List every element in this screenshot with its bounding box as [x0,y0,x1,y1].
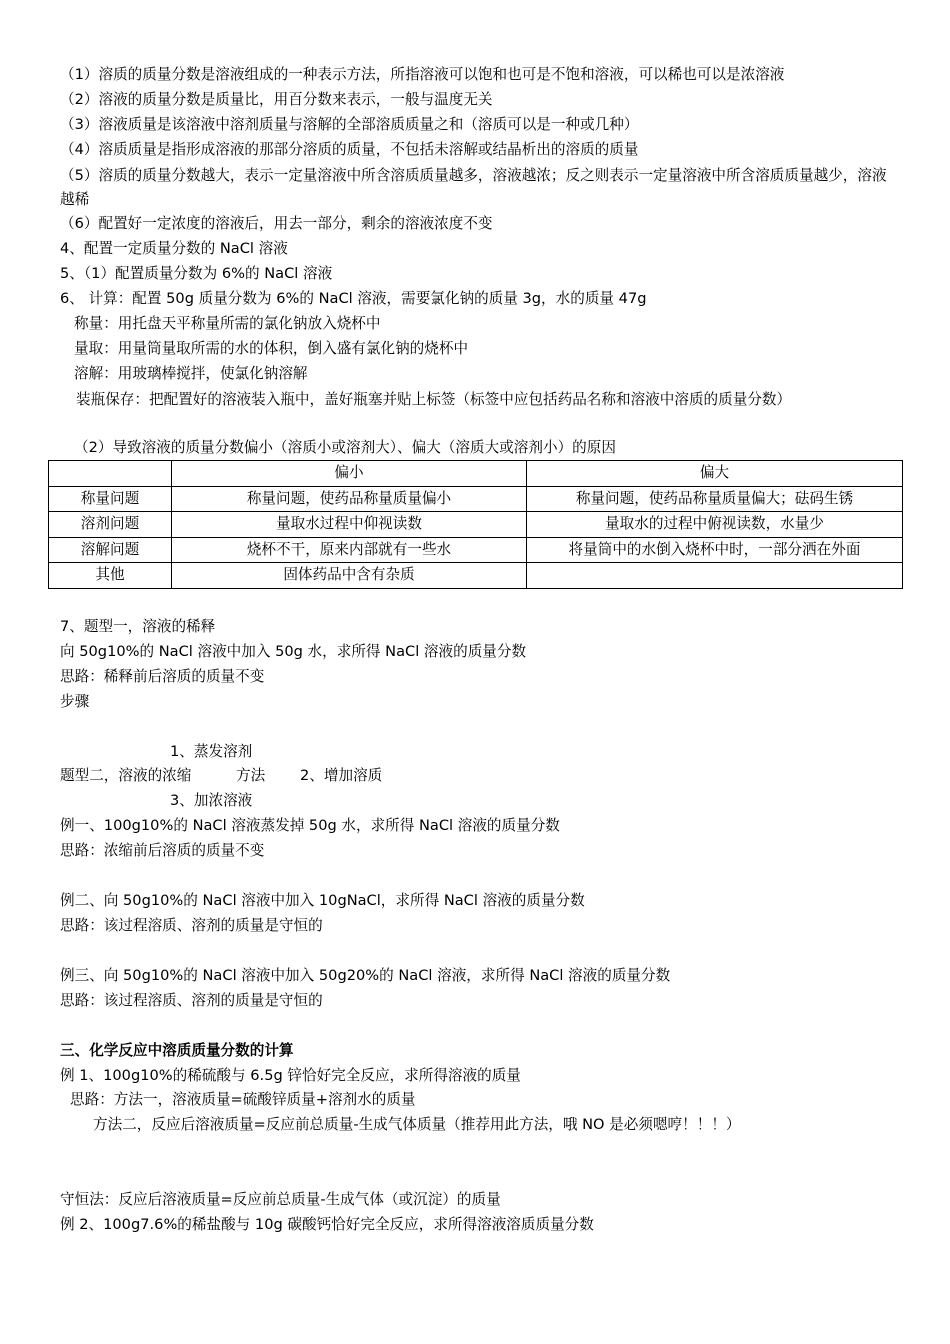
steps-label: 步骤 [60,693,90,710]
section-3-heading: 三、化学反应中溶质质量分数的计算 [60,1042,294,1059]
step-weigh: 称量：用托盘天平称量所需的氯化钠放入烧杯中 [74,315,381,332]
table-cell: 将量筒中的水倒入烧杯中时，一部分洒在外面 [527,537,903,563]
step-calculate: 6、 计算：配置 50g 质量分数为 6%的 NaCl 溶液，需要氯化钠的质量 3g，水的质量 47g [60,290,647,307]
table-cell: 烧杯不干，原来内部就有一些水 [172,537,527,563]
table-cell: 量取水的过程中俯视读数，水量少 [527,512,903,538]
table-row [49,486,903,512]
step-measure: 量取：用量筒量取所需的水的体积，倒入盛有氯化钠的烧杯中 [74,340,469,357]
example-1: 例一、100g10%的 NaCl 溶液蒸发掉 50g 水，求所得 NaCl 溶液的质量分数 [60,817,560,834]
section-4-heading: 4、配置一定质量分数的 NaCl 溶液 [60,240,288,257]
table-header-cell: 偏小 [172,461,527,487]
type-2-heading: 题型二，溶液的浓缩 [60,767,192,784]
table-cell: 溶剂问题 [49,512,172,538]
method-3: 3、加浓溶液 [170,792,253,809]
table-header-cell: 偏大 [527,461,903,487]
table-caption: （2）导致溶液的质量分数偏小（溶质小或溶剂大）、偏大（溶质大或溶剂小）的原因 [74,439,616,456]
table-row [49,537,903,563]
table-header-row [49,461,903,487]
example-3-idea: 思路：该过程溶质、溶剂的质量是守恒的 [60,992,323,1009]
reaction-example-2: 例 2、100g7.6%的稀盐酸与 10g 碳酸钙恰好完全反应，求所得溶液溶质质量分数 [60,1216,594,1233]
example-2-idea: 思路：该过程溶质、溶剂的质量是守恒的 [60,917,323,934]
table-cell: 固体药品中含有杂质 [172,563,527,589]
table-cell: 溶解问题 [49,537,172,563]
reaction-example-1: 例 1、100g10%的稀硫酸与 6.5g 锌恰好完全反应，求所得溶液的质量 [60,1067,521,1084]
note-line-2: （2）溶液的质量分数是质量比，用百分数来表示，一般与温度无关 [60,91,493,108]
note-line-5: （5）溶质的质量分数越大，表示一定量溶液中所含溶质质量越多，溶液越浓；反之则表示一定量溶液中所含溶质质量越少，溶液越稀 [60,167,887,208]
example-3: 例三、向 50g10%的 NaCl 溶液中加入 50g20%的 NaCl 溶液，求所得 NaCl 溶液的质量分数 [60,967,671,984]
note-line-6: （6）配置好一定浓度的溶液后，用去一部分，剩余的溶液浓度不变 [60,215,493,232]
step-dissolve: 溶解：用玻璃棒搅拌，使氯化钠溶解 [74,365,308,382]
table-cell: 称量问题 [49,486,172,512]
table-cell [527,563,903,589]
note-line-3: （3）溶液质量是该溶液中溶剂质量与溶解的全部溶质质量之和（溶质可以是一种或几种） [60,116,639,133]
table-cell: 称量问题，使药品称量质量偏小 [172,486,527,512]
note-line-1: （1）溶质的质量分数是溶液组成的一种表示方法，所指溶液可以饱和也可是不饱和溶液，可以稀也可以是浓溶液 [60,66,785,83]
reaction-method-2: 方法二，反应后溶液质量=反应前总质量-生成气体质量（推荐用此方法，哦 NO 是必须嗯哼！！！） [93,1116,741,1133]
method-2: 2、增加溶质 [300,767,383,784]
table-row [49,512,903,538]
dilution-idea: 思路：稀释前后溶质的质量不变 [60,668,265,685]
example-1-idea: 思路：浓缩前后溶质的质量不变 [60,842,265,859]
example-2: 例二、向 50g10%的 NaCl 溶液中加入 10gNaCl，求所得 NaCl 溶液的质量分数 [60,892,585,909]
dilution-problem: 向 50g10%的 NaCl 溶液中加入 50g 水，求所得 NaCl 溶液的质量分数 [60,643,527,660]
table-cell: 其他 [49,563,172,589]
note-line-4: （4）溶质质量是指形成溶液的那部分溶质的质量，不包括未溶解或结晶析出的溶质的质量 [60,141,639,158]
method-1: 1、蒸发溶剂 [170,743,253,760]
table-header-cell [49,461,172,487]
table-row [49,563,903,589]
step-bottle: 装瓶保存：把配置好的溶液装入瓶中，盖好瓶塞并贴上标签（标签中应包括药品名称和溶液中溶质的质量分数） [76,391,792,408]
section-5-heading: 5、（1）配置质量分数为 6%的 NaCl 溶液 [60,265,333,282]
conservation-method: 守恒法：反应后溶液质量=反应前总质量-生成气体（或沉淀）的质量 [60,1191,501,1208]
reaction-method-1: 思路：方法一，溶液质量=硫酸锌质量+溶剂水的质量 [70,1091,416,1108]
type-1-heading: 7、题型一，溶液的稀释 [60,618,216,635]
table-cell: 量取水过程中仰视读数 [172,512,527,538]
method-label: 方法 [236,767,266,784]
error-cause-table [48,460,903,589]
table-cell: 称量问题，使药品称量质量偏大；砝码生锈 [527,486,903,512]
